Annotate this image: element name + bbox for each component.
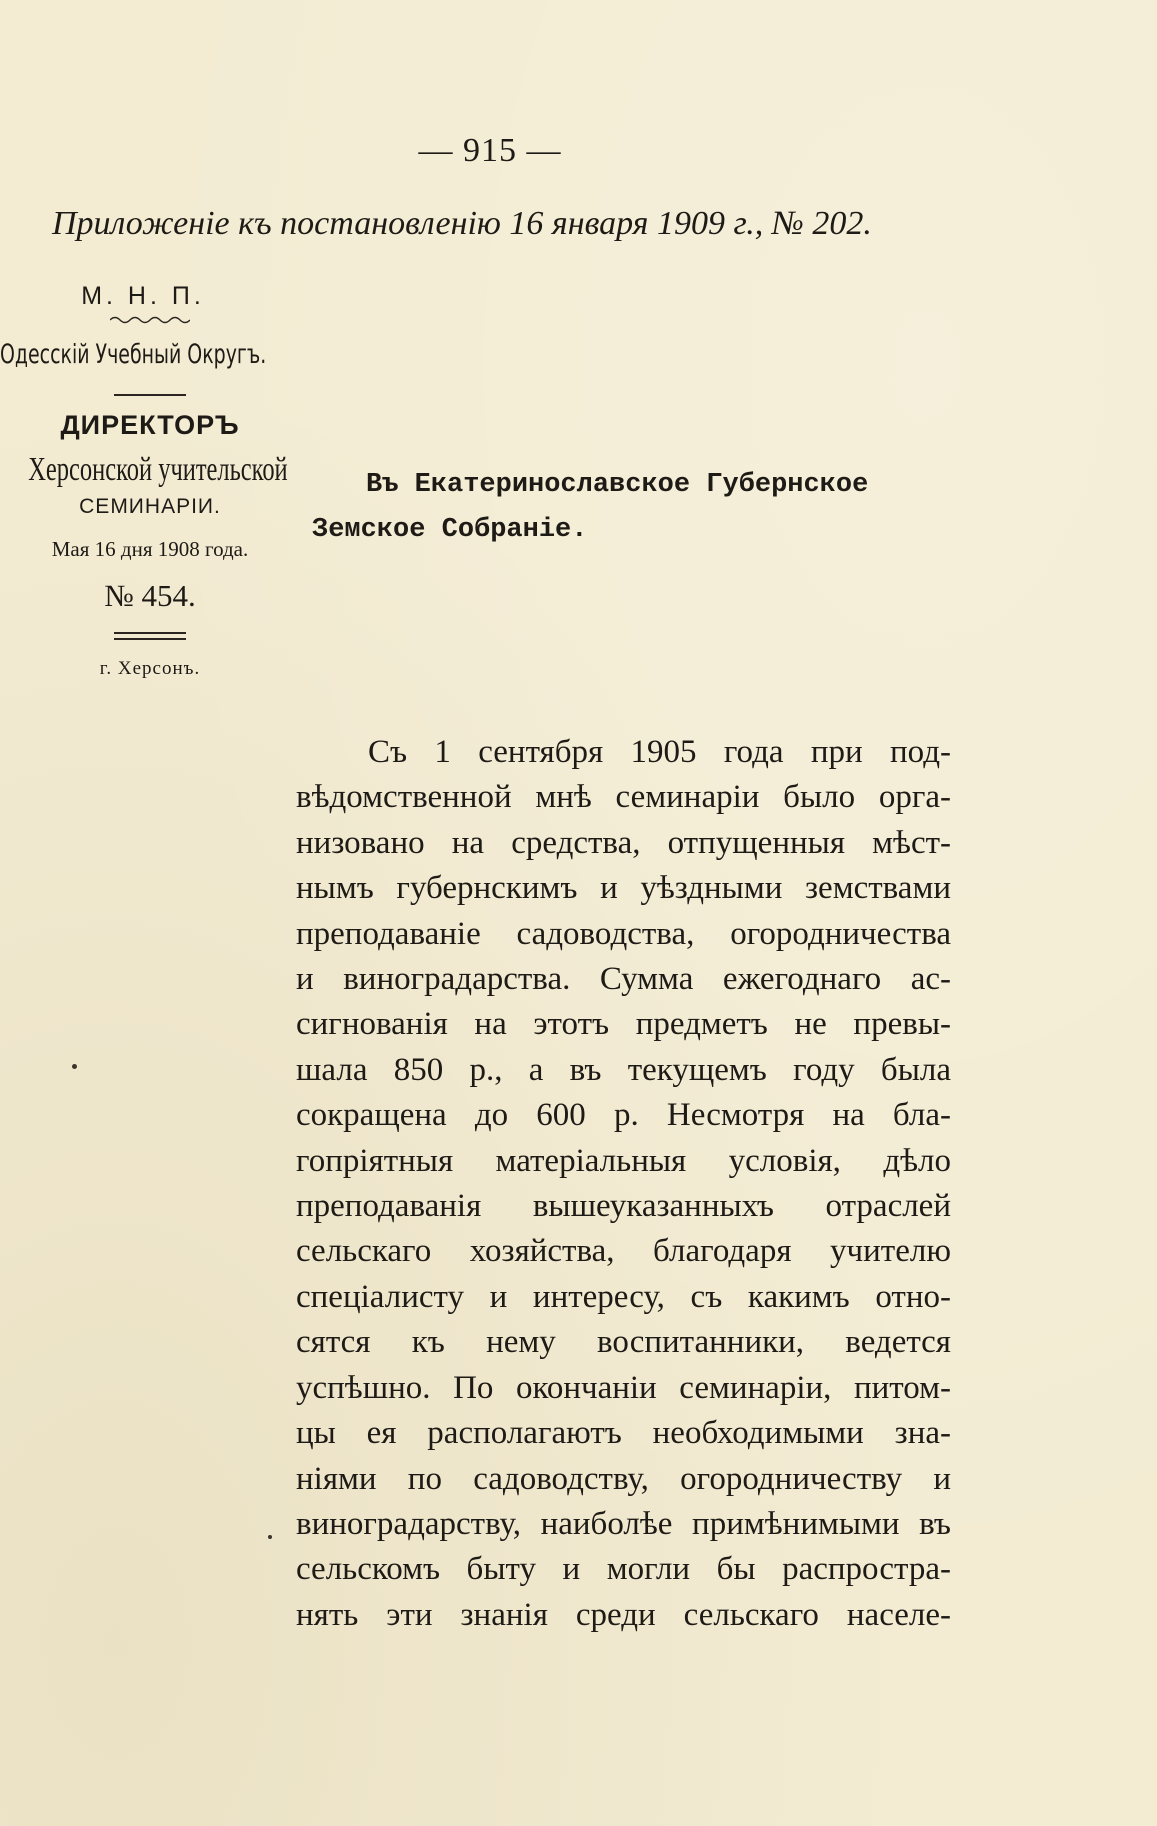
double-divider-rule [114,632,186,640]
wavy-divider-icon [110,315,190,325]
seminary-name: Херсонской учительской [28,451,288,488]
body-line: сокращена до 600 р. Несмотря на бла- [296,1097,951,1134]
body-line: и виноградарства. Сумма ежегоднаго ас- [296,961,951,998]
body-line: сигнованія на этотъ предметъ не превы- [296,1006,951,1043]
letter-date: Мая 16 дня 1908 года. [51,537,249,561]
body-line: цы ея располагаютъ необходимыми зна- [296,1415,951,1452]
seminary-word: СЕМИНАРІИ. [79,495,221,518]
body-line: шала 850 р., а въ текущемъ году была [296,1051,951,1088]
body-line: низовано на средства, отпущенныя мѣст- [296,824,951,861]
body-line: ніями по садоводству, огородничеству и [296,1460,951,1497]
director-title: ДИРЕКТОРЪ [60,410,240,440]
letter-number: № 454. [104,578,196,613]
body-line: сельскаго хозяйства, благодаря учителю [296,1233,951,1270]
sender-block [0,282,300,680]
body-line: нымъ губернскимъ и уѣздными земствами [296,870,951,907]
ink-speck [72,1064,77,1069]
divider-rule [114,394,186,396]
body-line: нять эти знанія среди сельскаго населе- [296,1596,951,1633]
body-line: Съ 1 сентября 1905 года при под- [368,734,951,770]
body-line: спеціалисту и интересу, съ какимъ отно- [296,1278,951,1315]
body-line: преподаванія вышеуказанныхъ отраслей [296,1188,951,1225]
educational-district: Одесскій Учебный Округъ. [0,339,267,370]
letter-body [296,730,951,1638]
addressee-line: Земское Собраніе. [312,515,588,545]
page-number: — 915 — [418,132,562,169]
ministry-abbreviation: М. Н. П. [81,282,205,310]
ink-speck [268,1535,272,1539]
body-line: виноградарству, наиболѣе примѣнимыми въ [296,1505,951,1542]
body-line: вѣдомственной мнѣ семинаріи было орга- [296,779,951,816]
addressee [312,463,972,553]
addressee-line: Въ Екатеринославское Губернское [366,470,869,500]
appendix-title: Приложеніе къ постановленію 16 января 1909 г., № 202. [52,205,872,242]
body-line: сельскомъ быту и могли бы распростра- [296,1551,951,1588]
city: г. Херсонъ. [99,658,201,679]
body-line: сятся къ нему воспитанники, ведется [296,1324,951,1361]
body-line: гопріятныя матеріальныя условія, дѣло [296,1142,951,1179]
body-line: успѣшно. По окончаніи семинаріи, питом- [296,1369,951,1406]
body-line: преподаваніе садоводства, огородничества [296,915,951,952]
